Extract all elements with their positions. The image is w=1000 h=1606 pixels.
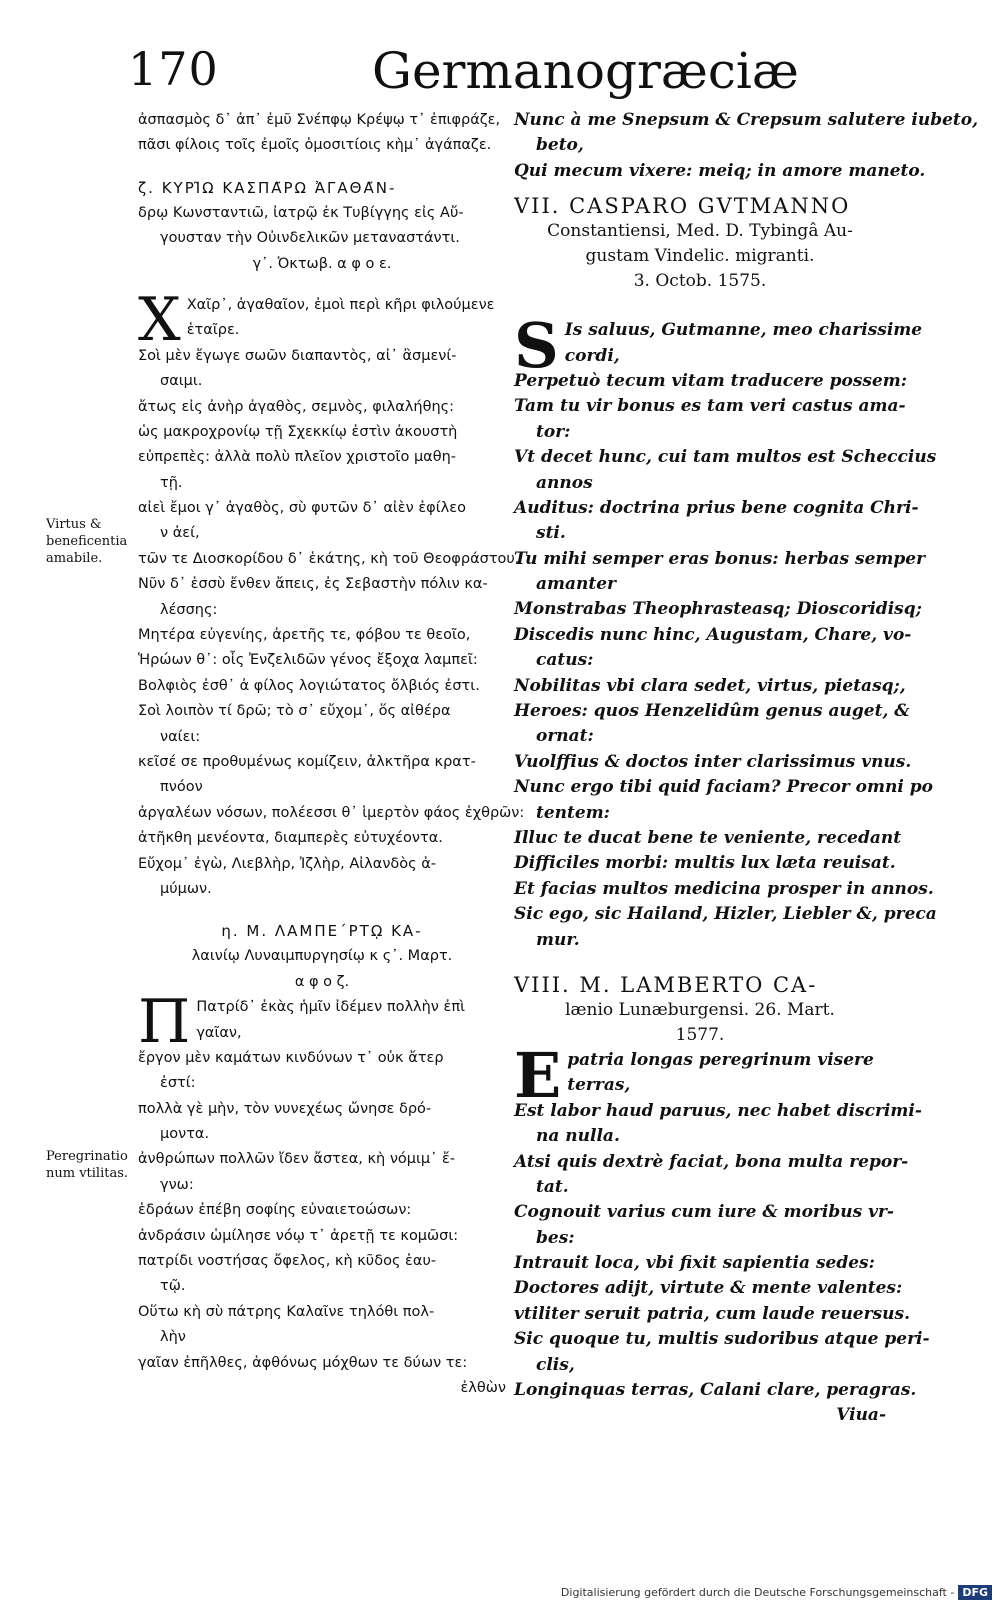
greek-line: εὐπρεπὲς: ἀλλὰ πολὺ πλεῖον χριστοῖο μαθη- — [138, 449, 457, 466]
greek-line: πατρίδι νοστήσας ὄφελος, κὴ κῦδος ἑαυ- — [138, 1253, 437, 1270]
greek-line: αἰεὶ ἔμοι γ᾽ ἀγαθὸς, σὺ φυτῶν δ᾽ αἰὲν ἐφίλεο — [138, 500, 466, 517]
greek-line: Οὕτω κὴ σὺ πάτρης Καλαῖνε τηλόθι πολ- — [138, 1303, 435, 1320]
latin-line: Auditus: doctrina prius bene cognita Chri- — [514, 497, 919, 518]
latin-heading-line: Constantiensi, Med. D. Tybingâ Au- — [547, 221, 853, 242]
greek-line: Π Πατρίδ᾽ ἐκὰς ἡμῖν ἰδέμεν πολλὴν ἐπὶ — [138, 987, 465, 1058]
greek-line: ἑδράων ἐπέβη σοφίης εὐναιετοώσων: — [138, 1202, 412, 1219]
latin-line: S Is saluus, Gutmanne, meo charissime — [514, 309, 923, 383]
latin-line: sti. — [536, 523, 566, 544]
latin-line: Difficiles morbi: multis lux læta reuisat. — [514, 853, 896, 874]
greek-line: τῇ. — [160, 474, 183, 491]
greek-line: Βολφιὸς ἐσθ᾽ ἀ φίλος λογιώτατος ὄλβιός ἐστι. — [138, 677, 480, 694]
greek-line: ν ἀεί, — [160, 525, 200, 542]
margin-note-peregrinatio: Peregrinatio num vtilitas. — [46, 1149, 129, 1181]
latin-line: Heroes: quos Henzelidûm genus auget, & — [514, 701, 910, 722]
latin-poem-7 — [514, 309, 937, 953]
latin-line: na nulla. — [536, 1126, 620, 1147]
greek-line: λὴν — [160, 1329, 186, 1346]
margin-note-virtus: Virtus & beneficentia amabile. — [46, 517, 128, 566]
latin-line: annos — [536, 472, 593, 493]
greek-line: ἀργαλέων νόσων, πολέεσσι θ᾽ ἱμερτὸν φάος ἐχθρῶν: — [138, 804, 525, 821]
drop-cap: Π — [138, 987, 191, 1058]
latin-line: Cognouit varius cum iure & moribus vr- — [514, 1202, 894, 1223]
greek-heading-line: γουσταν τὴν Οὐινδελικῶν μεταναστάντι. — [160, 230, 460, 247]
latin-line: Illuc te ducat bene te veniente, recedant — [514, 827, 902, 848]
latin-line: Vt decet hunc, cui tam multos est Scheccius — [514, 447, 937, 468]
page-number: 170 — [128, 42, 219, 96]
latin-heading-line: lænio Lunæburgensi. 26. Mart. — [565, 999, 835, 1020]
latin-line: Epatria longas peregrinum visere — [514, 1038, 874, 1112]
latin-line: terras, — [567, 1075, 631, 1096]
greek-line: πολλὰ γὲ μὴν, τὸν νυνεχέως ὤνησε δρό- — [138, 1100, 432, 1117]
drop-cap: S — [514, 309, 559, 383]
latin-line: Tam tu vir bonus es tam veri castus ama- — [514, 396, 906, 417]
latin-heading-line: gustam Vindelic. migranti. — [585, 246, 815, 267]
greek-poem-7 — [138, 284, 525, 902]
latin-line: catus: — [536, 650, 594, 671]
greek-line: ἀνδράσιν ὡμίλησε νόῳ τ᾽ ἀρετῇ τε κομῶσι: — [138, 1227, 459, 1244]
greek-heading-8 — [138, 918, 506, 995]
latin-line: Intrauit loca, vbi fixit sapientia sedes: — [514, 1253, 875, 1274]
latin-line: clis, — [536, 1354, 575, 1375]
greek-line: ἑταῖρε. — [186, 322, 240, 339]
latin-heading-line: VIII. M. LAMBERTO CA- — [514, 972, 818, 997]
latin-heading-line: VII. CASPARO GVTMANNO — [514, 194, 851, 219]
latin-line: cordi, — [564, 345, 620, 366]
catchword: ἐλθὼν — [460, 1379, 506, 1396]
latin-line: Qui mecum vixere: meiq; in amore maneto. — [514, 160, 926, 181]
latin-line: bes: — [536, 1227, 575, 1248]
latin-line: tat. — [536, 1176, 569, 1197]
greek-line: ἄτως εἰς ἀνὴρ ἀγαθὸς, σεμνὸς, φιλαλήθης: — [138, 398, 455, 415]
latin-line: beto, — [536, 135, 584, 156]
greek-heading-date: γ᾽. Ὀκτωβ. α φ ο ε. — [252, 255, 392, 272]
greek-column — [138, 108, 525, 1401]
greek-line: Σοὶ μὲν ἔγωγε σωῶν διαπαντὸς, αἰ᾽ ἂσμενί- — [138, 347, 457, 364]
greek-line: τῶν τε Διοσκορίδου δ᾽ ἑκάτης, κὴ τοῦ Θεοφράστου. — [138, 550, 520, 567]
latin-heading-date: 1577. — [675, 1024, 725, 1045]
greek-line: Ἡρώων θ᾽: οἷς Ἐνζελιδῶν γένος ἔξοχα λαμπεῖ: — [138, 652, 478, 669]
greek-line: πᾶσι φίλοις τοῖς ἐμοῖς ὁμοσιτίοις κὴμ᾽ ἀγάπαζε. — [138, 137, 492, 154]
greek-line: ὡς μακροχρονίῳ τῇ Σχεκκίῳ ἐστὶν ἀκουστὴ — [138, 423, 458, 440]
running-head: Germanogræciæ — [372, 42, 799, 100]
greek-line: Νῦν δ᾽ ἑσσὺ ἔνθεν ἄπεις, ἐς Σεβαστὴν πόλιν κα- — [138, 576, 488, 593]
greek-line: ἀτῆκθη μενέοντα, διαμπερὲς εὐτυχέοντα. — [138, 830, 443, 847]
credit-text: Digitalisierung gefördert durch die Deutsche Forschungsgemeinschaft - — [560, 1586, 955, 1599]
greek-line: πνόον — [160, 779, 203, 796]
greek-heading-line: λαινίῳ Λυναιμπυργησίῳ κ ς᾽. Μαρτ. — [191, 948, 453, 965]
latin-line: mur. — [536, 929, 580, 950]
latin-column — [514, 108, 979, 1429]
latin-line: ornat: — [536, 726, 594, 747]
latin-line: Nobilitas vbi clara sedet, virtus, pietasq;, — [514, 675, 906, 696]
latin-heading-8 — [514, 973, 886, 1048]
greek-heading-line: δρῳ Κωνσταντιῶ, ἰατρῷ ἐκ Τυβίγγης εἰς Αὔ- — [138, 204, 464, 221]
greek-line: Χ Χαῖρ᾽, ἀγαθαῖον, ἐμοὶ περὶ κῆρι φιλούμενε — [138, 284, 495, 355]
greek-line: γνω: — [160, 1176, 194, 1193]
latin-line: tor: — [536, 421, 571, 442]
greek-line: ἀσπασμὸς δ᾽ ἀπ᾽ ἐμῦ Σνέπφῳ Κρέψῳ τ᾽ ἐπιφράζε, — [138, 112, 501, 128]
greek-heading-7 — [138, 175, 506, 277]
latin-line: Nunc ergo tibi quid faciam? Precor omni po — [514, 777, 933, 798]
latin-line: Et facias multos medicina prosper in annos. — [514, 878, 934, 899]
latin-line: Longinquas terras, Calani clare, peragras. — [514, 1380, 917, 1401]
latin-line: vtiliter seruit patria, cum laude reuersus. — [514, 1303, 910, 1324]
latin-line: Monstrabas Theophrasteasq; Dioscoridisq; — [514, 599, 922, 620]
greek-heading-date: α φ ο ζ. — [294, 973, 350, 990]
latin-section1 — [514, 108, 979, 184]
latin-heading-7 — [514, 194, 886, 294]
greek-line: μοντα. — [160, 1126, 210, 1143]
latin-line: Sic quoque tu, multis sudoribus atque peri- — [514, 1329, 930, 1350]
greek-line: τῷ. — [160, 1278, 186, 1295]
latin-poem-8 — [514, 1038, 930, 1429]
greek-line: ναίει: — [160, 728, 201, 745]
digitization-credit — [561, 1585, 992, 1600]
catchword: Viua- — [836, 1405, 886, 1426]
latin-line: Doctores adijt, virtute & mente valentes: — [514, 1278, 903, 1299]
greek-line: μύμων. — [160, 880, 212, 897]
greek-line: ἀνθρώπων πολλῶν ἴδεν ἄστεα, κὴ νόμιμ᾽ ἔ- — [138, 1151, 456, 1168]
latin-line: Atsi quis dextrè faciat, bona multa repor- — [514, 1151, 909, 1172]
greek-line: ἔργον μὲν καμάτων κινδύνων τ᾽ οὐκ ἄτερ — [138, 1049, 444, 1066]
greek-section1 — [138, 108, 506, 159]
latin-line: Tu mihi semper eras bonus: herbas semper — [514, 548, 926, 569]
latin-line: Discedis nunc hinc, Augustam, Chare, vo- — [514, 624, 912, 645]
drop-cap: E — [514, 1038, 562, 1112]
greek-line: γαῖαν, — [196, 1024, 242, 1041]
latin-line: Nunc à me Snepsum & Crepsum salutere iubeto, — [514, 110, 979, 130]
greek-line: γαῖαν ἐπῆλθες, ἀφθόνως μόχθων τε δύων τε: — [138, 1354, 468, 1371]
greek-heading-line: ζ. ΚΥΡΙ͂Ω ΚΑΣΠΑ͂ΡΩ ἈΓΑΘΑ͂Ν- — [138, 178, 397, 197]
latin-line: Perpetuò tecum vitam traducere possem: — [514, 370, 908, 391]
greek-heading-line: η. Μ. ΛΑΜΠΕ΄ΡΤῼ ΚΑ- — [221, 922, 423, 941]
greek-line: Μητέρα εὐγενίης, ἀρετῆς τε, φόβου τε θεοῖο, — [138, 627, 471, 644]
greek-poem-8 — [138, 987, 506, 1401]
greek-line: σαιμι. — [160, 373, 203, 390]
greek-line: Σοὶ λοιπὸν τί δρῶ; τὸ σ᾽ εὔχομ᾽, ὅς αἰθέρα — [138, 703, 451, 720]
latin-line: Vuolffius & doctos inter clarissimus vnus. — [514, 751, 912, 772]
dfg-logo-icon: DFG — [958, 1585, 992, 1600]
greek-line: λέσσης: — [160, 601, 218, 618]
latin-line: tentem: — [536, 802, 610, 823]
greek-line: Εὔχομ᾽ ἐγὼ, Λιεβλὴρ, Ἰζλὴρ, Αἰλανδὸς ἀ- — [138, 855, 437, 872]
latin-line: amanter — [536, 574, 617, 595]
drop-cap: Χ — [138, 284, 181, 355]
latin-line: Est labor haud paruus, nec habet discrimi- — [514, 1100, 922, 1121]
greek-line: ἐστί: — [160, 1075, 196, 1092]
latin-heading-date: 3. Octob. 1575. — [633, 271, 767, 292]
greek-line: κεῖσέ σε προθυμένως κομίζειν, ἀλκτῆρα κρατ- — [138, 753, 476, 770]
latin-line: Sic ego, sic Hailand, Hizler, Liebler &, preca — [514, 904, 937, 925]
